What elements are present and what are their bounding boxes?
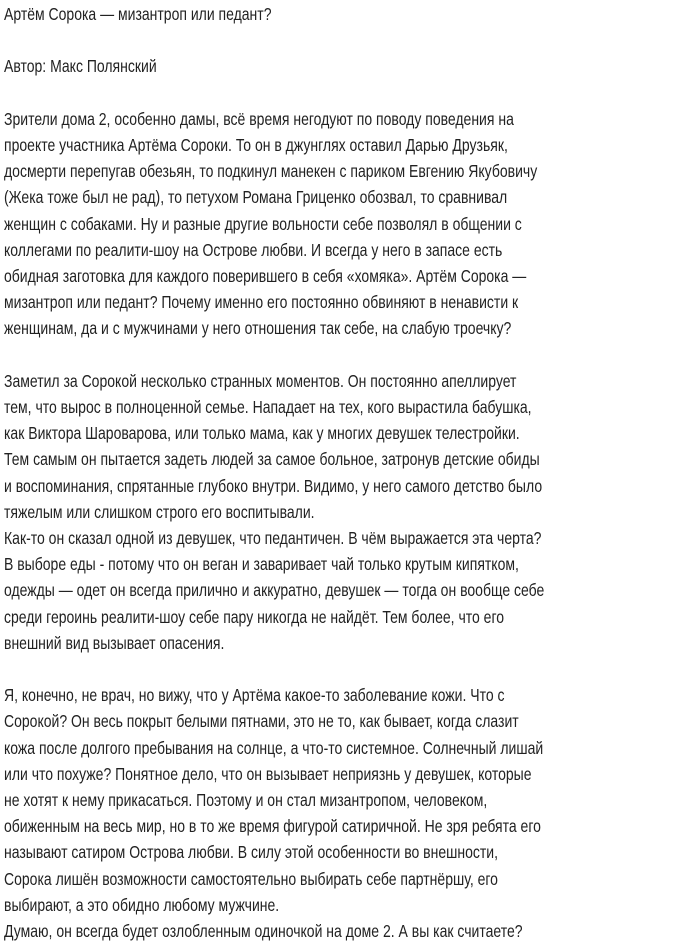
text-line: обидная заготовка для каждого поверившего в себя «хомяка». Артём Сорока —	[4, 266, 527, 286]
article-header	[4, 1, 699, 106]
article-author: Автор: Макс Полянский	[4, 56, 157, 77]
text-line: Тем самым он пытается задеть людей за самое больное, затронув детские обиды	[4, 449, 540, 470]
text-line: женщин с собаками. Ну и разные другие вольности себе позволял в общении с	[4, 213, 522, 234]
text-line: Я, конечно, не врач, но вижу, что у Артёма какое-то заболевание кожи. Что с	[4, 685, 505, 706]
text-line: внешний вид вызывает опасения.	[4, 632, 225, 653]
spacer	[4, 27, 699, 53]
text-line: Думаю, он всегда будет озлобленным одиночкой на доме 2. А вы как считаете?	[4, 921, 523, 942]
text-line: В выборе еды - потому что он веган и заваривает чай только крутым кипятком,	[4, 554, 519, 575]
text-line: выбирают, а это обидно любому мужчине.	[4, 894, 280, 915]
text-line: проекте участника Артёма Сороки. То он в джунглях оставил Дарью Друзьяк,	[4, 134, 508, 155]
text-line: женщинам, да и с мужчинами у него отношения так себе, на слабую троечку?	[4, 318, 512, 339]
text-line: обиженным на весь мир, но в то же время фигурой сатиричной. Не зря ребята его	[4, 816, 541, 837]
text-line: тяжелым или слишком строго его воспитывали.	[4, 501, 315, 522]
text-line: Сорокой? Он весь покрыт белыми пятнами, это не то, как бывает, когда слазит	[4, 711, 519, 732]
spacer	[4, 656, 699, 682]
text-line: кожа после долгого пребывания на солнце, а что-то системное. Солнечный лишай	[4, 737, 544, 758]
text-line: и воспоминания, спрятанные глубоко внутри. Видимо, у него самого детство было	[4, 475, 543, 496]
text-line: Как-то он сказал одной из девушек, что педантичен. В чём выражается эта черта?	[4, 528, 542, 549]
text-line: Сорока лишён возможности самостоятельно выбирать себе партнёршу, его	[4, 868, 498, 889]
spacer	[4, 342, 699, 368]
text-line: одежды — одет он всегда прилично и аккуратно, девушек — тогда он вообще себе	[4, 580, 545, 601]
text-line: Заметил за Сорокой несколько странных моментов. Он постоянно апеллирует	[4, 370, 517, 391]
text-line: или что похуже? Понятное дело, что он вызывает неприязнь у девушек, которые	[4, 763, 532, 784]
text-line: среди героинь реалити-шоу себе пару никогда не найдёт. Тем более, что его	[4, 606, 505, 627]
text-line: тем, что вырос в полноценной семье. Нападает на тех, кого вырастила бабушка,	[4, 397, 532, 417]
text-line: коллегами по реалити-шоу на Острове любви. И всегда у него в запасе есть	[4, 239, 503, 260]
paragraph-2	[4, 368, 699, 656]
spacer	[4, 80, 699, 106]
text-line: досмерти перепугав обезьян, то подкинул манекен с париком Евгению Якубовичу	[4, 161, 538, 182]
paragraph-1	[4, 106, 699, 342]
paragraph-3	[4, 682, 699, 944]
article	[4, 0, 699, 944]
text-line: называют сатиром Острова любви. В силу этой особенности во внешности,	[4, 842, 498, 863]
text-line: мизантроп или педант? Почему именно его постоянно обвиняют в ненависти к	[4, 292, 519, 313]
text-line: как Виктора Шароварова, или только мама, как у многих девушек телестройки.	[4, 423, 520, 444]
text-line: (Жека тоже был не рад), то петухом Романа Гриценко обозвал, то сравнивал	[4, 187, 508, 208]
text-line: не хотят к нему прикасаться. Поэтому и он стал мизантропом, человеком,	[4, 790, 488, 811]
article-title: Артём Сорока — мизантроп или педант?	[4, 4, 272, 24]
text-line: Зрители дома 2, особенно дамы, всё время негодуют по поводу поведения на	[4, 108, 514, 129]
